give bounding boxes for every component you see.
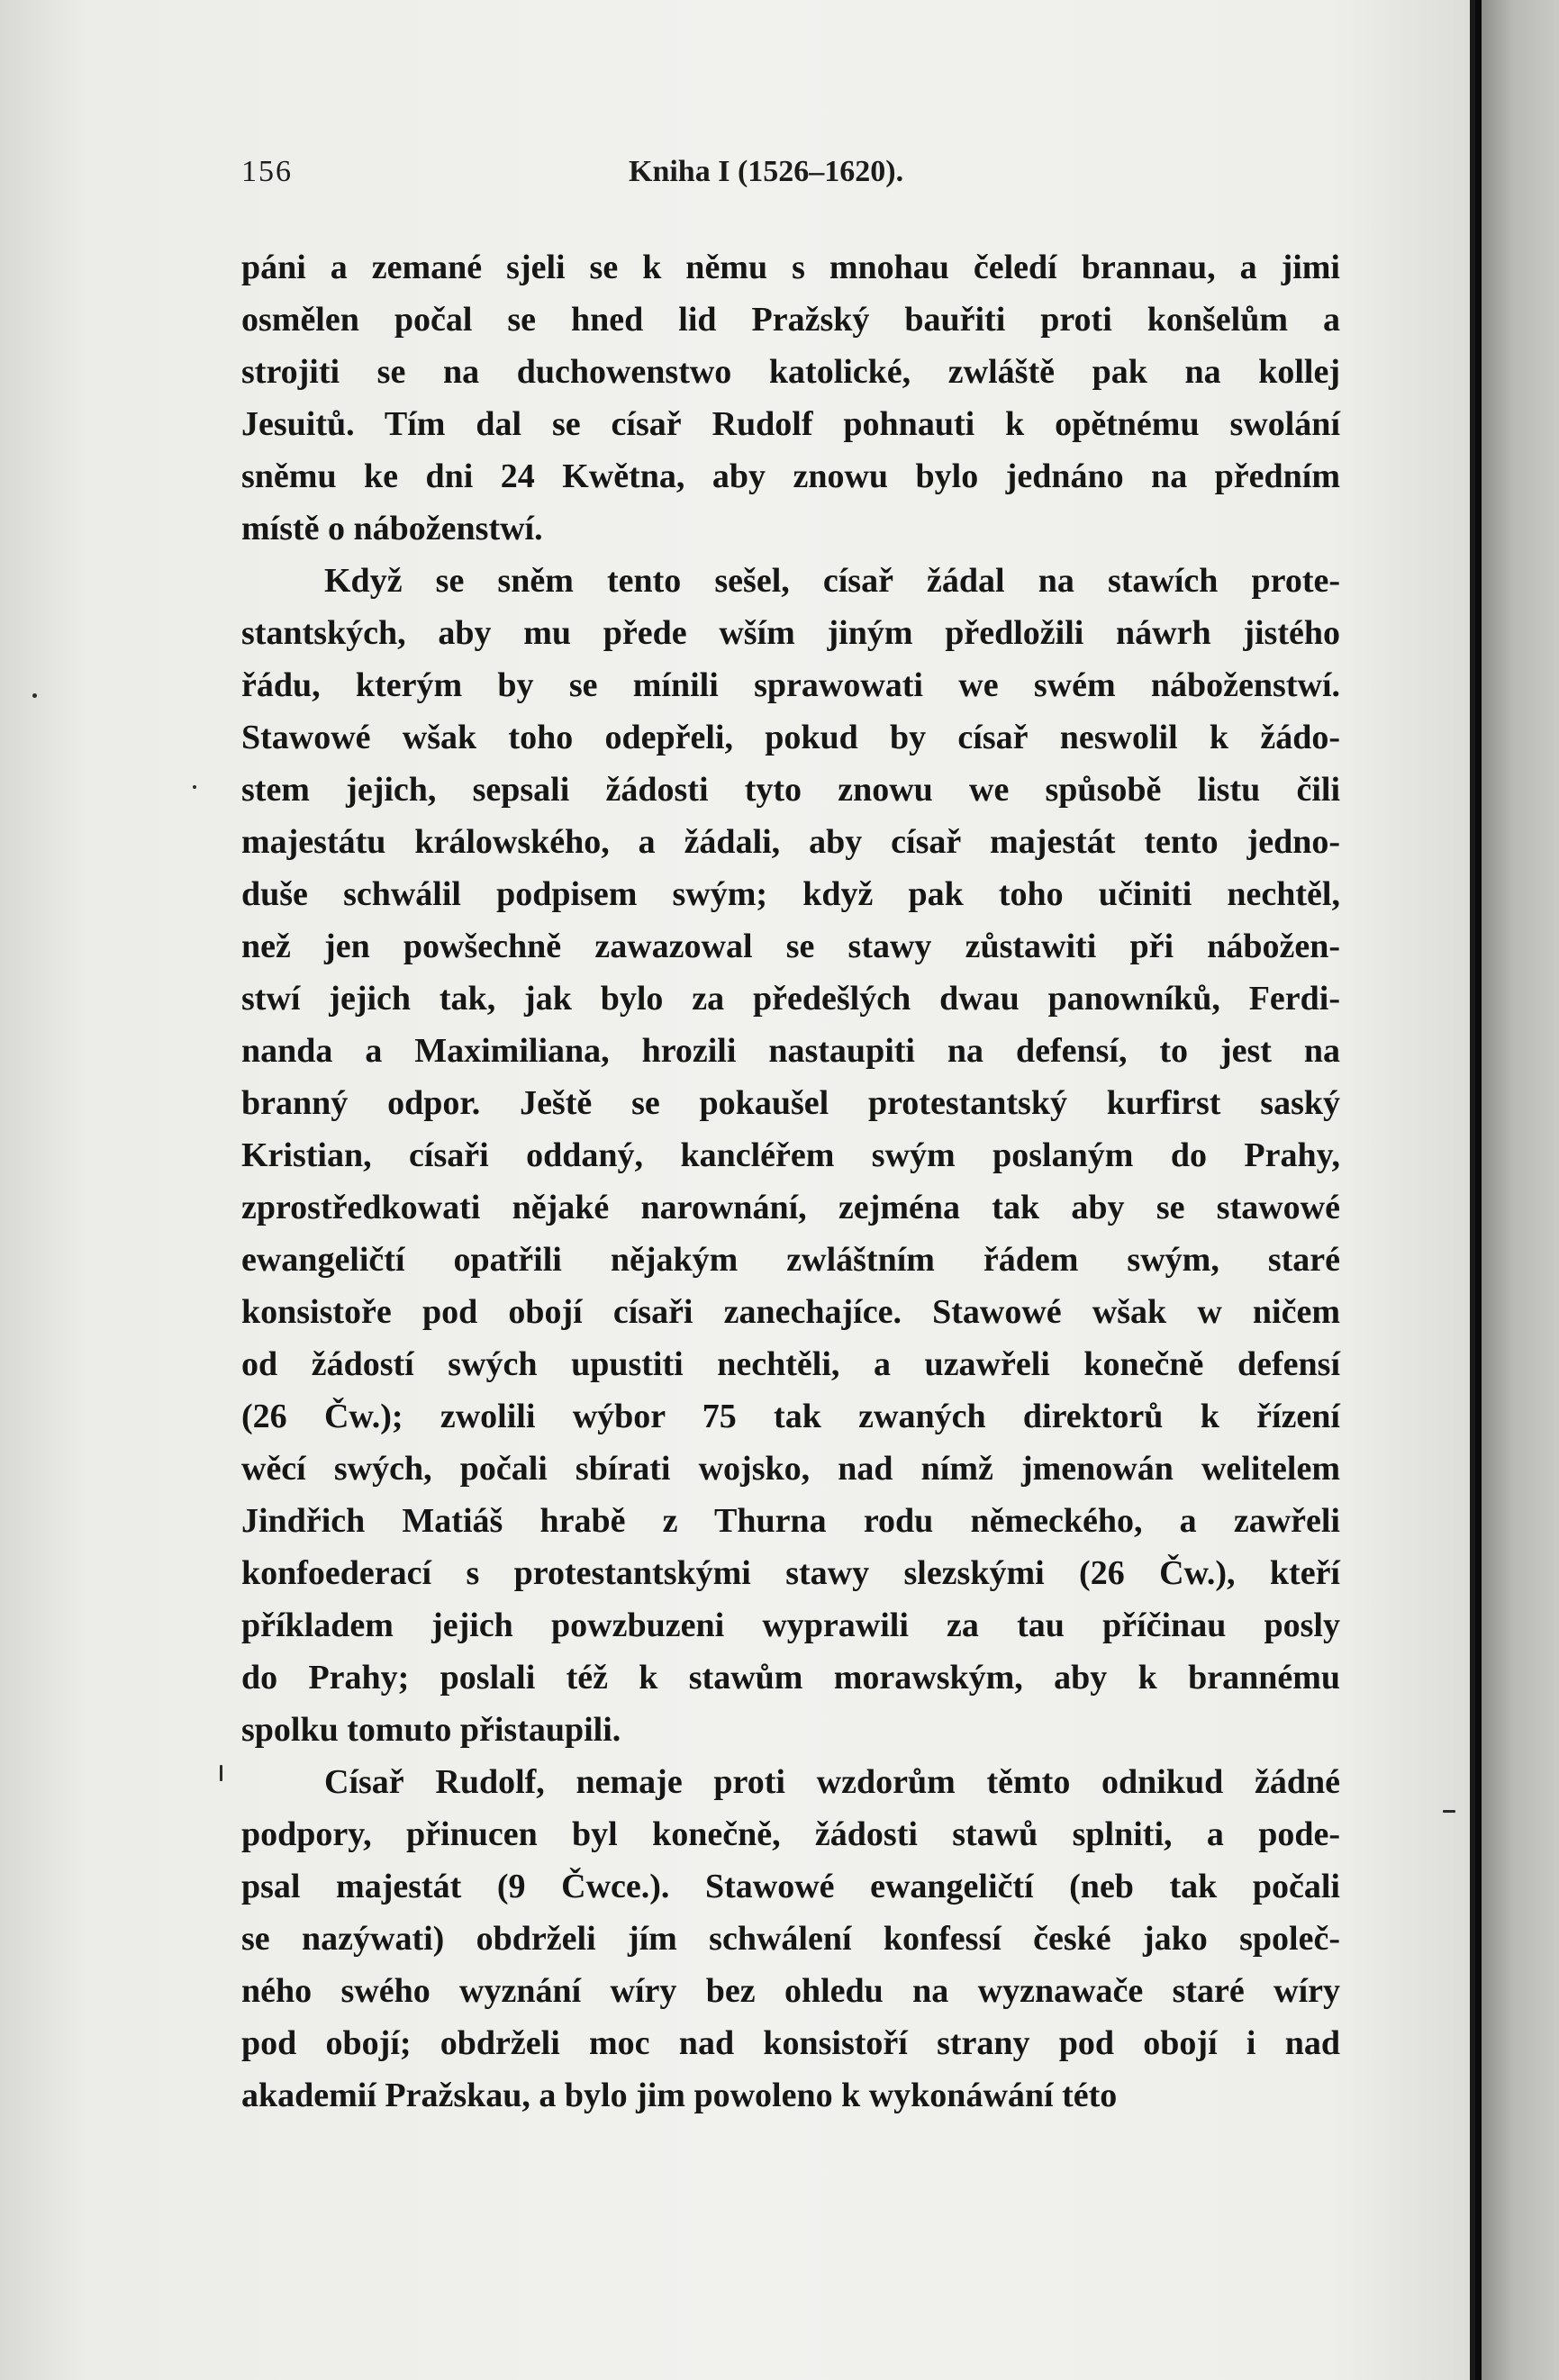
body-text (241, 241, 1340, 2122)
ink-speck (193, 785, 196, 789)
text-line: konsistoře pod obojí císaři zanechajíce. Stawowé wšak w ničem (241, 1293, 1340, 1331)
text-line: než jen powšechně zawazowal se stawy zůstawiti při nábožen- (241, 928, 1340, 965)
text-line: psal majestát (9 Čwce.). Stawowé ewangeličtí (neb tak počali (241, 1868, 1340, 1905)
text-line: ewangeličtí opatřili nějakým zwláštním řádem swým, staré (241, 1241, 1340, 1279)
text-line: Kristian, císaři oddaný, kancléřem swým poslaným do Prahy, (241, 1136, 1340, 1174)
text-line: nanda a Maximiliana, hrozili nastaupiti na defensí, to jest na (241, 1032, 1340, 1070)
text-line: zprostředkowati nějaké narownání, zejména tak aby se stawowé (241, 1189, 1340, 1226)
page-number: 156 (241, 155, 293, 188)
text-line: od žádostí swých upustiti nechtěli, a uzawřeli konečně defensí (241, 1345, 1340, 1383)
text-line: (26 Čw.); zwolili wýbor 75 tak zwaných direktorů k řízení (241, 1398, 1340, 1435)
text-line: stantských, aby mu přede wším jiným předložili náwrh jistého (241, 614, 1340, 652)
text-line: příkladem jejich powzbuzeni wyprawili za tau příčinau posly (241, 1606, 1340, 1644)
text-line: akademií Pražskau, a bylo jim powoleno k wykonáwání této (241, 2077, 1118, 2114)
text-line: stem jejich, sepsali žádosti tyto znowu we spůsobě listu čili (241, 771, 1340, 809)
adjacent-page-edge (1482, 0, 1559, 2380)
text-line: majestátu králowského, a žádali, aby císař majestát tento jedno- (241, 823, 1340, 861)
text-line: Jindřich Matiáš hrabě z Thurna rodu německého, a zawřeli (241, 1502, 1340, 1540)
text-line: osmělen počal se hned lid Pražský bauřiti proti konšelům a (241, 301, 1340, 339)
ink-speck (32, 693, 37, 698)
text-line: branný odpor. Ještě se pokaušel protestantský kurfirst saský (241, 1084, 1340, 1122)
text-line: Císař Rudolf, nemaje proti wzdorům těmto odnikud žádné (324, 1763, 1340, 1801)
text-line: podpory, přinucen byl konečně, žádosti stawů splniti, a pode- (241, 1815, 1340, 1853)
text-line: páni a zemané sjeli se k němu s mnohau čeledí brannau, a jimi (241, 249, 1340, 286)
ink-speck (220, 1765, 222, 1781)
running-title: Kniha I (1526–1620). (629, 155, 904, 188)
text-line: ného swého wyznání wíry bez ohledu na wyznawače staré wíry (241, 1972, 1340, 2010)
text-line: wěcí swých, počali sbírati wojsko, nad nímž jmenowán welitelem (241, 1450, 1340, 1488)
ink-speck (1443, 1810, 1455, 1813)
text-line: duše schwálil podpisem swým; když pak toho učiniti nechtěl, (241, 875, 1340, 913)
text-line: sněmu ke dni 24 Kwětna, aby znowu bylo jednáno na předním (241, 457, 1340, 495)
text-line: do Prahy; poslali též k stawům morawským, aby k brannému (241, 1659, 1340, 1697)
text-line: Jesuitů. Tím dal se císař Rudolf pohnauti k opětnému swolání (241, 405, 1340, 443)
text-line: Stawowé wšak toho odepřeli, pokud by císař neswolil k žádo- (241, 719, 1340, 756)
running-head (241, 155, 1340, 209)
text-line: pod obojí; obdrželi moc nad konsistoří strany pod obojí i nad (241, 2024, 1340, 2062)
text-line: konfoederací s protestantskými stawy slezskými (26 Čw.), kteří (241, 1554, 1340, 1592)
text-line: Když se sněm tento sešel, císař žádal na stawích prote- (324, 562, 1340, 600)
text-line: místě o náboženstwí. (241, 510, 543, 547)
text-line: strojiti se na duchowenstwo katolické, zwláště pak na kollej (241, 353, 1340, 391)
text-line: stwí jejich tak, jak bylo za předešlých dwau panowníků, Ferdi- (241, 980, 1340, 1018)
text-line: řádu, kterým by se mínili sprawowati we swém náboženstwí. (241, 666, 1340, 704)
text-line: se nazýwati) obdrželi jím schwálení konfessí české jako společ- (241, 1920, 1340, 1958)
text-line: spolku tomuto přistaupili. (241, 1711, 621, 1749)
